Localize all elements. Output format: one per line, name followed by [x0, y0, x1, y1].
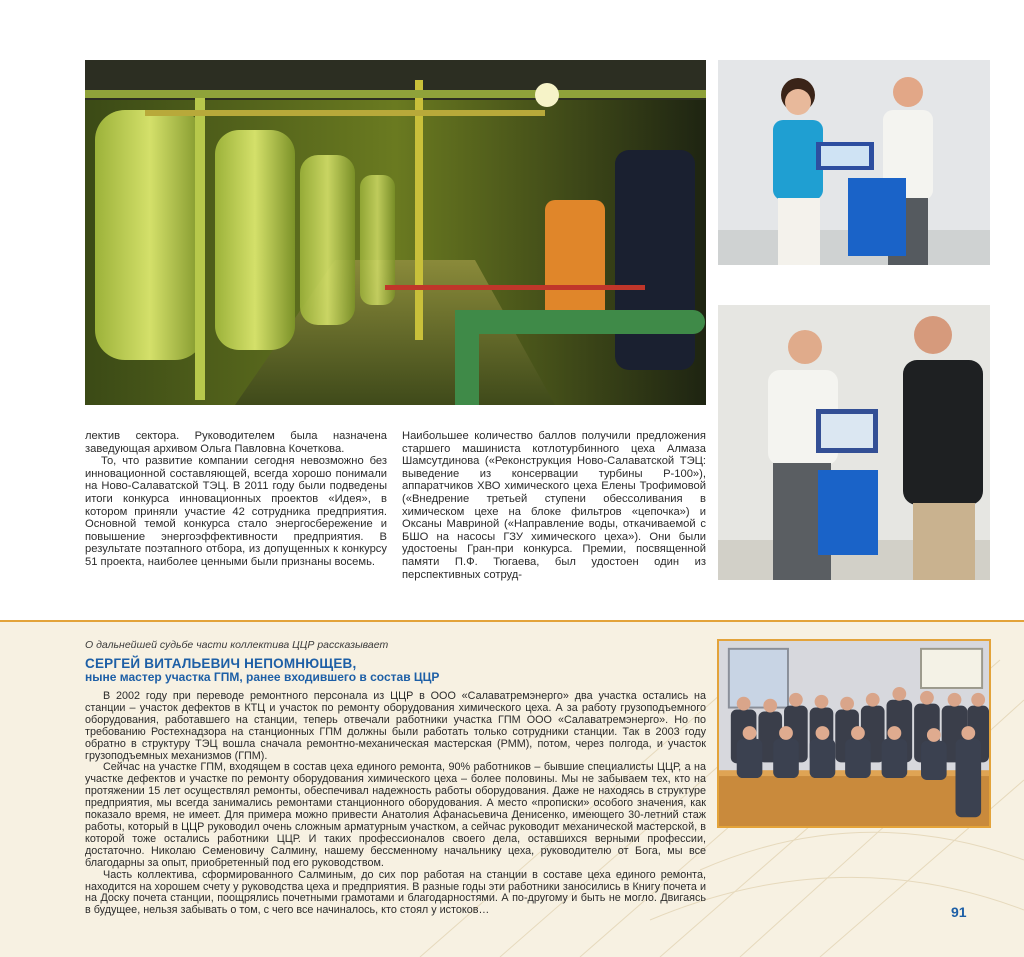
- body-paragraph: Часть коллектива, сформированного Салминым, до сих пор работая на станции в составе цеха единого ремонта, находится на хорошем счету у руководства цеха и предприятия. В разные годы эти работники заносились в Книгу почета и на Доску почета станции, поощрялись почетными грамотами и благодарностями. А по-другому и быть не могло. Двигаясь в будущее, нельзя забывать о том, с чего все начиналось, кто стоял у истоков…: [85, 868, 706, 917]
- body-column-left: [85, 430, 387, 569]
- photo-plant-interior: [85, 60, 706, 405]
- section-intro: О дальнейшей судьбе части коллектива ЦЦР рассказывает: [85, 639, 389, 651]
- page-number: 91: [951, 904, 967, 920]
- lower-body-text: [85, 691, 706, 917]
- person-position-subheading: ныне мастер участка ГПМ, ранее входившего в состав ЦЦР: [85, 670, 440, 684]
- section-divider: [0, 620, 1024, 622]
- photo-award-presentation-1: [718, 60, 990, 265]
- body-paragraph: лектив сектора. Руководителем была назначена заведующая архивом Ольга Павловна Кочеткова.: [85, 430, 387, 455]
- body-paragraph: То, что развитие компании сегодня невозможно без инновационной составляющей, всегда хорошо понимали на Ново-Салаватской ТЭЦ. В 2011 году были подведены итоги конкурса инновационных проектов «Идея», в котором приняли участие 42 сотрудника предприятия. Основной темой конкурса стало энергосбережение и повышение энергоэффективности предприятия. В результате поэтапного отбора, из допущенных к конкурсу 51 проекта, наиболее ценными были признаны восемь.: [85, 455, 387, 568]
- photo-team-group: [717, 639, 991, 828]
- photo-award-presentation-2: [718, 305, 990, 580]
- body-paragraph: В 2002 году при переводе ремонтного персонала из ЦЦР в ООО «Салаватремэнерго» два участка остались на станции – участок дефектов в КТЦ и участок по ремонту оборудования химического цеха. А за работу грузоподъемного оборудования, работавшего на станции, теперь отвечали работники участка ГПМ ООО «Салаватремэнерго». Но по требованию Ростехнадзора на станционных ГПМ должны были работать только сотрудники станции. Так в 2003 году обратно в структуру ТЭЦ вошла сначала ремонтно-механическая мастерская (РММ), потом, через полгода, и участок грузоподъемных механизмов (ГПМ).: [85, 690, 706, 762]
- body-column-right: [402, 430, 706, 581]
- body-paragraph: Сейчас на участке ГПМ, входящем в состав цеха единого ремонта, 90% работников – бывшие специалисты ЦЦР, а на участке дефектов и участке по ремонту оборудования химического цеха – более половины. Мы не забываем тех, кто на протяжении 15 лет осуществлял ремонты, обеспечивал надежность работы оборудования. Даже не находясь в структуре предприятия, мы всегда занимались ремонтами станционного оборудования. А место «прописки» особого значения, как показало время, не имеет. Для примера можно привести Анатолия Афанасьевича Денисенко, имеющего 30-летний стаж работы, который в ЦЦР руководил очень сложным арматурным участком, а сейчас руководит механической мастерской, в которой тоже остались работники ЦЦР. И таких профессионалов своего дела, оставшихся верными профессии, достаточно. Николаю Семеновичу Салмину, нашему бессменному начальнику цеха, руководителю от Бога, мы все благодарны за опыт, приобретенный под его руководством.: [85, 761, 706, 869]
- person-name-heading: СЕРГЕЙ ВИТАЛЬЕВИЧ НЕПОМНЮЩЕВ,: [85, 656, 357, 671]
- body-paragraph: Наибольшее количество баллов получили предложения старшего машиниста котлотурбинного цеха Алмаза Шамсутдинова («Реконструкция Ново-Салаватской ТЭЦ: выведение из консервации турбины Р-100»), аппаратчиков ХВО химического цеха Елены Трофимовой («Внедрение третьей ступени обессоливания в химическом цехе на блоке фильтров «цепочка») и Оксаны Мавриной («Направление воды, откачиваемой с БШО на насосы ГЗУ химического цеха»). Они были удостоены Гран-при конкурса. Премии, посвященной памяти П.Ф. Тюгаева, был удостоен один из перспективных сотруд-: [402, 430, 706, 581]
